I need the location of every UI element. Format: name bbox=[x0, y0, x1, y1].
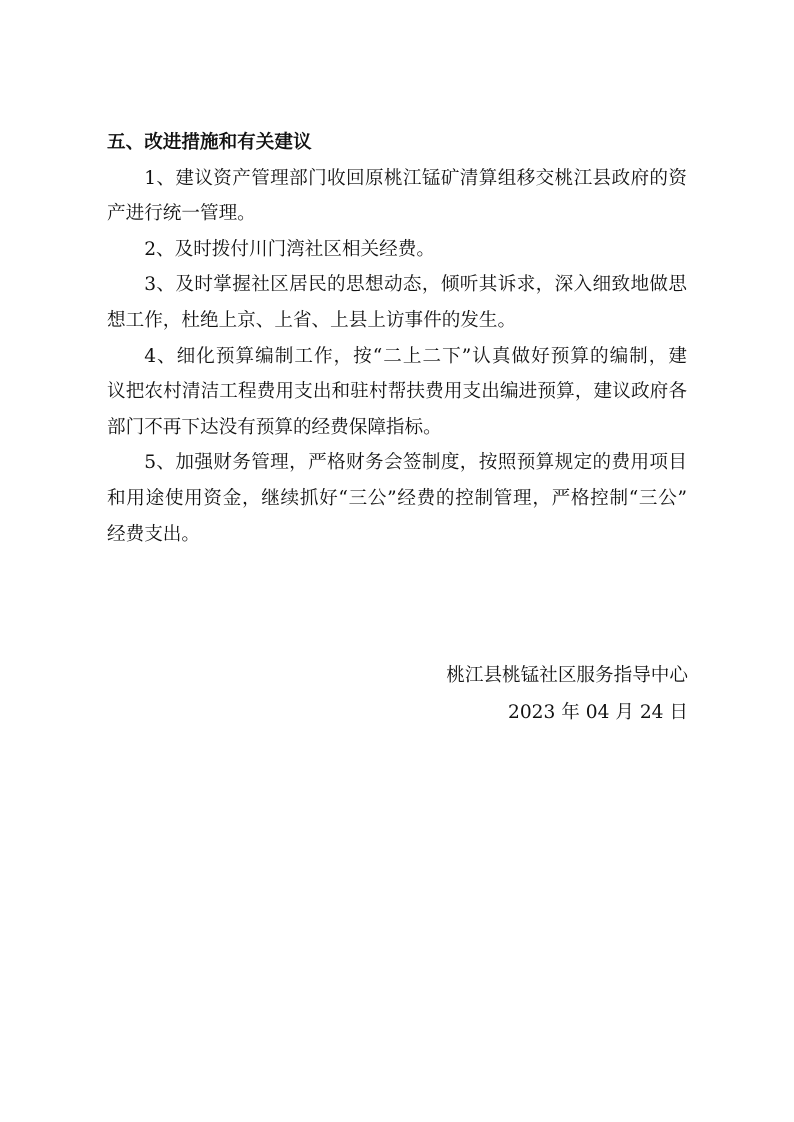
paragraph-line: 3、及时掌握社区居民的思想动态，倾听其诉求，深入细致地做思 bbox=[144, 274, 687, 296]
paragraph-line: 议把农村清洁工程费用支出和驻村帮扶费用支出编进预算，建议政府各 bbox=[107, 381, 687, 403]
paragraph-line: 2、及时拨付川门湾社区相关经费。 bbox=[144, 238, 435, 260]
section-heading: 五、改进措施和有关建议 bbox=[107, 132, 312, 153]
paragraph-3 bbox=[107, 267, 687, 338]
paragraph-line: 4、细化预算编制工作，按“二上二下”认真做好预算的编制，建 bbox=[144, 345, 687, 367]
paragraph-line: 经费支出。 bbox=[107, 523, 200, 545]
paragraph-5 bbox=[107, 445, 687, 552]
paragraph-line: 产进行统一管理。 bbox=[107, 203, 256, 225]
paragraph-line: 部门不再下达没有预算的经费保障指标。 bbox=[107, 416, 442, 438]
paragraph-line: 和用途使用资金，继续抓好“三公”经费的控制管理，严格控制“三公” bbox=[107, 487, 687, 509]
paragraph-line: 5、加强财务管理，严格财务会签制度，按照预算规定的费用项目 bbox=[144, 452, 687, 474]
document-body bbox=[107, 125, 687, 552]
signature-date: 2023 年 04 月 24 日 bbox=[508, 702, 688, 723]
paragraph-2 bbox=[107, 232, 687, 268]
paragraph-line: 1、建议资产管理部门收回原桃江锰矿清算组移交桃江县政府的资 bbox=[144, 167, 687, 189]
signature-organization: 桃江县桃锰社区服务指导中心 bbox=[446, 665, 688, 686]
paragraph-line: 想工作，杜绝上京、上省、上县上访事件的发生。 bbox=[107, 309, 517, 331]
paragraph-4 bbox=[107, 339, 687, 446]
paragraph-1 bbox=[107, 161, 687, 232]
